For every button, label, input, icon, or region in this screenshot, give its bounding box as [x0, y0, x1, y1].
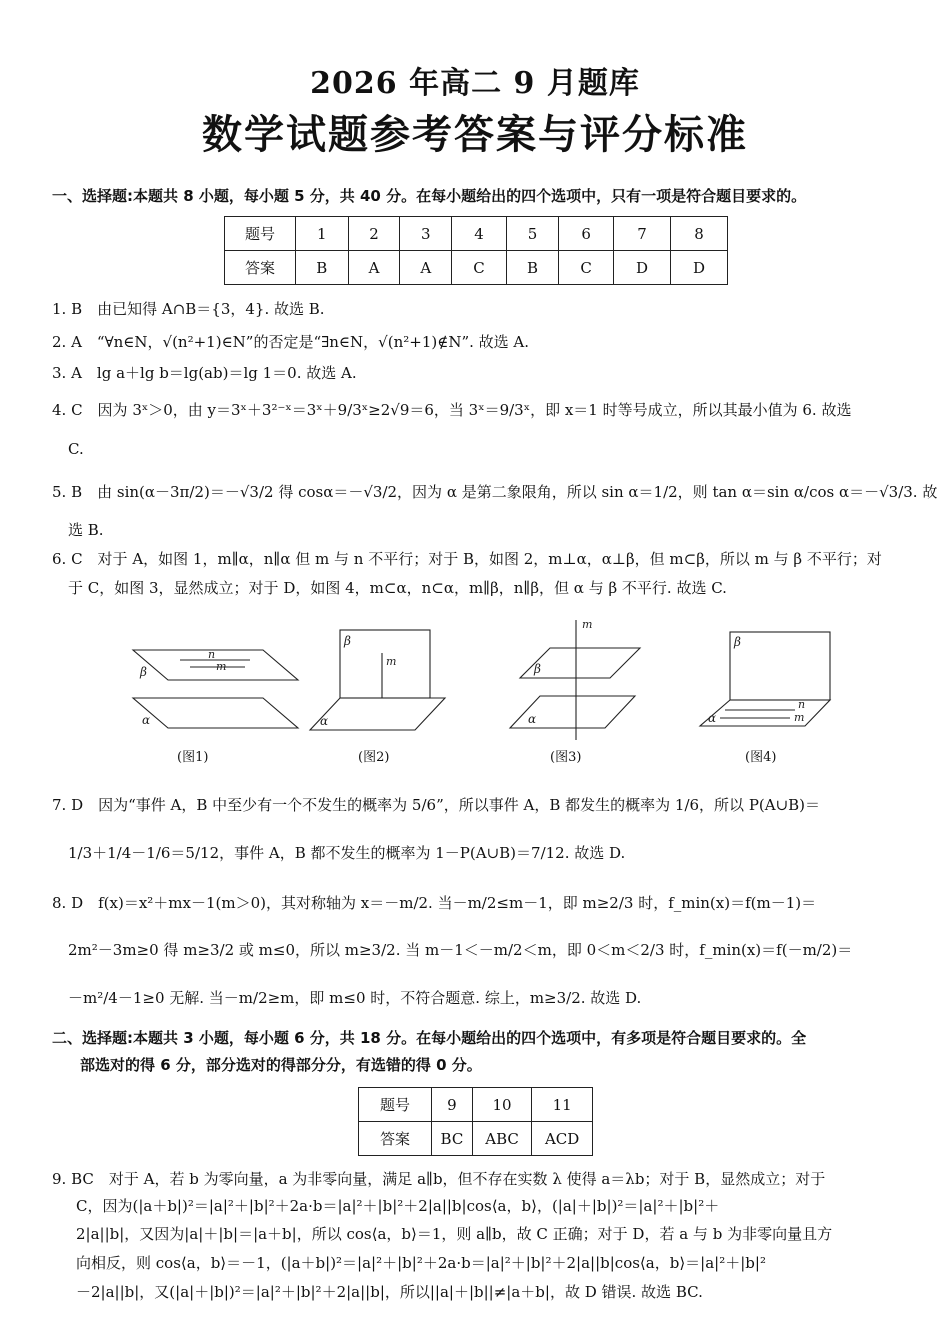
answer-table-2 — [358, 1087, 593, 1156]
table-cell: ACD — [532, 1122, 593, 1156]
table-row — [359, 1122, 593, 1156]
figure-row — [120, 610, 920, 770]
table-cell: A — [348, 251, 400, 285]
answer-line-9-cont1: C，因为(|a＋b|)²＝|a|²＋|b|²＋2a·b＝|a|²＋|b|²＋2|a||b|cos⟨a，b⟩，(|a|＋|b|)²＝|a|²＋|b|²＋ — [76, 1197, 720, 1215]
answer-line-7: 7. D 因为“事件 A，B 中至少有一个不发生的概率为 5/6”，所以事件 A，B 都发生的概率为 1/6，所以 P(A∪B)＝ — [52, 796, 821, 814]
svg-text:α: α — [528, 712, 537, 726]
fig1-n-label: n — [208, 648, 216, 661]
answer-line-8: 8. D f(x)＝x²＋mx－1(m＞0)，其对称轴为 x＝－m/2. 当－m/2≤m－1，即 m≥2/3 时，f_min(x)＝f(m－1)＝ — [52, 894, 817, 912]
page-subtitle: 数学试题参考答案与评分标准 — [202, 111, 748, 158]
table-cell: 9 — [432, 1088, 473, 1122]
table-header-cell: 题号 — [359, 1088, 432, 1122]
table-header-cell: 答案 — [359, 1122, 432, 1156]
fig1-m-label: m — [216, 660, 227, 673]
table-cell: 5 — [506, 217, 559, 251]
svg-text:β: β — [344, 634, 351, 648]
table-cell: C — [452, 251, 507, 285]
table-cell: 3 — [400, 217, 452, 251]
table-cell: A — [400, 251, 452, 285]
table-cell: 4 — [452, 217, 507, 251]
answer-line-2: 2. A “∀n∈N，√(n²+1)∈N”的否定是“∃n∈N，√(n²+1)∉N”. 故选 A. — [52, 333, 530, 351]
answer-table-1 — [224, 216, 728, 285]
figure-1 — [133, 648, 298, 728]
answer-line-7-cont: 1/3＋1/4－1/6＝5/12，事件 A，B 都不发生的概率为 1－P(A∪B)＝7/12. 故选 D. — [68, 844, 626, 862]
fig1-alpha-label: α — [142, 713, 151, 727]
figure-caption-1: (图1) — [177, 750, 209, 765]
figure-2 — [310, 630, 445, 730]
section2-heading-cont: 部选对的得 6 分，部分选对的得部分分，有选错的得 0 分。 — [80, 1056, 482, 1074]
fig1-beta-label: β — [140, 665, 147, 679]
answer-line-5-cont: 选 B. — [68, 521, 104, 539]
figures-svg — [120, 610, 920, 740]
table-cell: 6 — [559, 217, 614, 251]
table-cell: 8 — [670, 217, 727, 251]
svg-text:m: m — [794, 711, 805, 724]
answer-line-3: 3. A lg a＋lg b＝lg(ab)＝lg 1＝0. 故选 A. — [52, 364, 357, 382]
svg-text:β: β — [734, 635, 741, 649]
table-cell: 2 — [348, 217, 400, 251]
figure-caption-2: (图2) — [358, 750, 390, 765]
answer-line-9-cont3: 向相反，则 cos⟨a，b⟩＝－1，(|a＋b|)²＝|a|²＋|b|²＋2a·b＝|a|²＋|b|²＋2|a||b|cos⟨a，b⟩＝|a|²＋|b|² — [76, 1254, 766, 1272]
answer-line-1: 1. B 由已知得 A∩B＝{3，4}. 故选 B. — [52, 300, 325, 318]
table-cell: B — [296, 251, 349, 285]
page-title: 2026 年高二 9 月题库 — [310, 66, 640, 101]
table-cell: D — [670, 251, 727, 285]
svg-text:m: m — [386, 655, 397, 668]
table-row — [359, 1088, 593, 1122]
table-row — [225, 217, 728, 251]
table-cell: 7 — [613, 217, 670, 251]
table-cell: C — [559, 251, 614, 285]
answer-line-9-cont4: －2|a||b|，又(|a|＋|b|)²＝|a|²＋|b|²＋2|a||b|，所以||a|＋|b||≠|a＋b|，故 D 错误. 故选 BC. — [76, 1283, 703, 1301]
table-header-cell: 答案 — [225, 251, 296, 285]
svg-text:α: α — [708, 711, 717, 725]
table-row — [225, 251, 728, 285]
answer-line-6: 6. C 对于 A，如图 1，m∥α，n∥α 但 m 与 n 不平行；对于 B，如图 2，m⊥α，α⊥β，但 m⊂β，所以 m 与 β 不平行；对 — [52, 550, 882, 568]
svg-text:m: m — [582, 618, 593, 631]
table-header-cell: 题号 — [225, 217, 296, 251]
answer-line-8-cont2: －m²/4－1≥0 无解. 当－m/2≥m，即 m≤0 时，不符合题意. 综上，m≥3/2. 故选 D. — [68, 989, 642, 1007]
answer-line-4-cont: C. — [68, 440, 84, 458]
table-cell: 11 — [532, 1088, 593, 1122]
svg-text:β: β — [534, 662, 541, 676]
section2-heading: 二、选择题:本题共 3 小题，每小题 6 分，共 18 分。在每小题给出的四个选项中，有多项是符合题目要求的。全 — [52, 1029, 807, 1047]
table-cell: 1 — [296, 217, 349, 251]
svg-text:n: n — [798, 698, 806, 711]
answer-line-9-cont2: 2|a||b|，又因为|a|＋|b|＝|a＋b|，所以 cos⟨a，b⟩＝1，则 a∥b，故 C 正确；对于 D，若 a 与 b 为非零向量且方 — [76, 1225, 833, 1243]
table-cell: ABC — [472, 1122, 531, 1156]
table-cell: BC — [432, 1122, 473, 1156]
table-cell: B — [506, 251, 559, 285]
figure-caption-3: (图3) — [550, 750, 582, 765]
figure-4 — [700, 632, 830, 726]
answer-line-9: 9. BC 对于 A，若 b 为零向量，a 为非零向量，满足 a∥b，但不存在实数 λ 使得 a＝λb；对于 B，显然成立；对于 — [52, 1170, 826, 1188]
figure-caption-4: (图4) — [745, 750, 777, 765]
figure-3 — [510, 618, 640, 740]
svg-text:α: α — [320, 714, 329, 728]
answer-line-8-cont1: 2m²－3m≥0 得 m≥3/2 或 m≤0，所以 m≥3/2. 当 m－1＜－m/2＜m，即 0＜m＜2/3 时，f_min(x)＝f(－m/2)＝ — [68, 941, 853, 959]
answer-line-6-cont: 于 C，如图 3，显然成立；对于 D，如图 4，m⊂α，n⊂α，m∥β，n∥β，但 α 与 β 不平行. 故选 C. — [68, 579, 727, 597]
section1-heading: 一、选择题:本题共 8 小题，每小题 5 分，共 40 分。在每小题给出的四个选项中，只有一项是符合题目要求的。 — [52, 187, 807, 205]
table-cell: D — [613, 251, 670, 285]
answer-line-4: 4. C 因为 3ˣ＞0，由 y＝3ˣ＋3²⁻ˣ＝3ˣ＋9/3ˣ≥2√9＝6，当 3ˣ＝9/3ˣ，即 x＝1 时等号成立，所以其最小值为 6. 故选 — [52, 401, 852, 419]
table-cell: 10 — [472, 1088, 531, 1122]
answer-line-5: 5. B 由 sin(α－3π/2)＝－√3/2 得 cosα＝－√3/2，因为 α 是第二象限角，所以 sin α＝1/2，则 tan α＝sin α/cos α＝－√3/3. 故 — [52, 483, 938, 501]
